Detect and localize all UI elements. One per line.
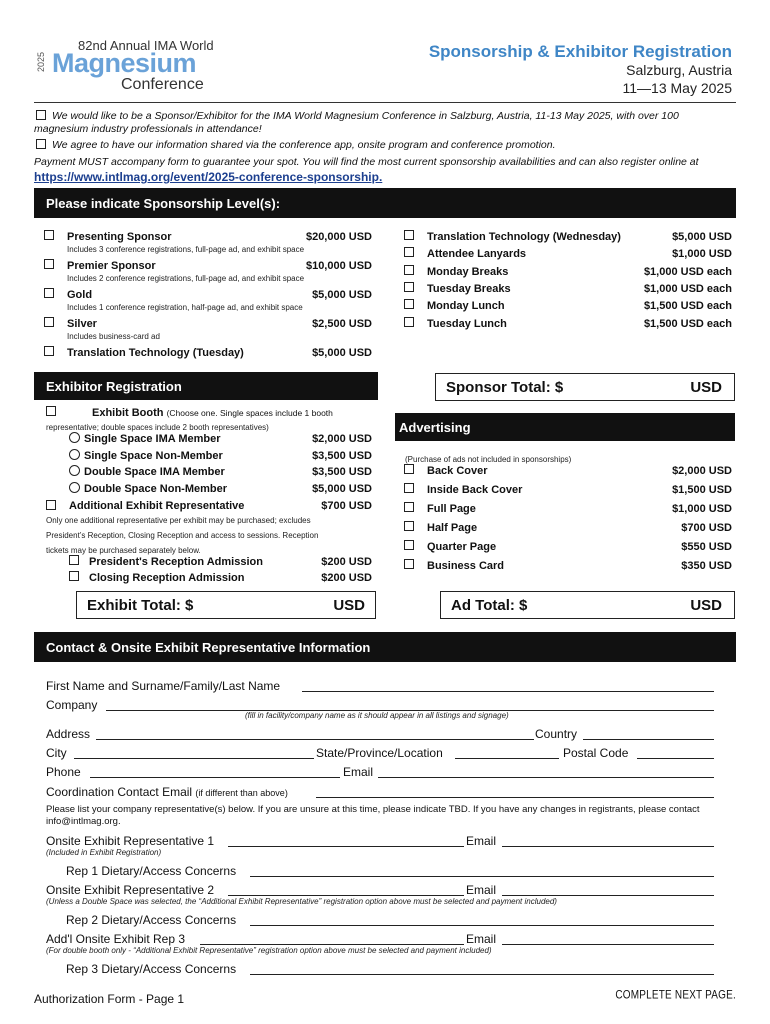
ad-option-checkbox[interactable] — [404, 483, 414, 493]
coord-email-note: (if different than above) — [195, 788, 288, 798]
rep1-note: (Included in Exhibit Registration) — [46, 848, 162, 857]
sponsor-total-box[interactable] — [435, 373, 735, 401]
sponsor-level-label: Gold — [67, 289, 93, 301]
exhibit-total-unit: USD — [333, 597, 365, 614]
sponsor-item-checkbox[interactable] — [404, 230, 414, 240]
reception-label: President's Reception Admission — [89, 556, 263, 568]
sponsor-level-checkbox[interactable] — [44, 230, 54, 240]
rep3-input[interactable] — [200, 944, 464, 945]
booth-option-price: $3,500 USD — [312, 466, 372, 478]
sponsor-item-label: Monday Lunch — [427, 300, 505, 312]
exhibit-booth-note-b: representative; double spaces include 2 booth representatives) — [46, 423, 269, 432]
sponsor-item-price: $1,500 USD each — [643, 318, 732, 330]
ad-option-checkbox[interactable] — [404, 559, 414, 569]
rep3-email-input[interactable] — [502, 944, 714, 945]
reception-label: Closing Reception Admission — [89, 572, 245, 584]
booth-option-price: $3,500 USD — [312, 450, 372, 462]
logo-year: 2025 — [36, 51, 46, 72]
ad-option-label: Inside Back Cover — [427, 484, 523, 496]
email-input[interactable] — [378, 777, 714, 778]
sponsor-level-note: Includes 2 conference registrations, full-page ad, and exhibit space — [67, 274, 305, 283]
logo-line1-text: 82nd Annual IMA World — [78, 38, 214, 53]
intro-check1-text: We would like to be a Sponsor/Exhibitor for the IMA World Magnesium Conference in Salzburg, Austria, 11-13 May 2025, with over 100 magnesium industry professionals in attendance! — [34, 110, 679, 135]
sponsor-level-price: $5,000 USD — [312, 347, 372, 359]
ad-option-checkbox[interactable] — [404, 502, 414, 512]
booth-option-price: $2,000 USD — [312, 433, 372, 445]
coord-email-label — [46, 785, 288, 799]
postal-input[interactable] — [637, 758, 714, 759]
booth-option-label: Double Space Non-Member — [84, 483, 228, 495]
ad-option-price: $2,000 USD — [672, 465, 732, 477]
ad-option-label: Business Card — [427, 560, 505, 572]
state-input[interactable] — [455, 758, 559, 759]
ad-option-label: Full Page — [427, 503, 476, 515]
ad-option-checkbox[interactable] — [404, 464, 414, 474]
ad-option-checkbox[interactable] — [404, 521, 414, 531]
event-location: Salzburg, Austria — [626, 62, 732, 78]
address-input[interactable] — [96, 739, 534, 740]
name-input[interactable] — [302, 691, 714, 692]
intro-check2-text: We agree to have our information shared via the conference app, onsite program and conference promotion. — [52, 139, 556, 151]
sponsor-item-checkbox[interactable] — [404, 317, 414, 327]
city-input[interactable] — [74, 758, 314, 759]
exhibit-booth-text: Exhibit Booth — [92, 407, 164, 419]
sponsor-level-label: Presenting Sponsor — [67, 231, 172, 243]
exhibitor-heading: Exhibitor Registration — [34, 372, 378, 400]
sponsor-item-price: $1,000 USD each — [643, 266, 732, 278]
sponsor-item-checkbox[interactable] — [404, 299, 414, 309]
sponsor-total-label: Sponsor Total: $ — [446, 379, 564, 396]
booth-option-label: Double Space IMA Member — [84, 466, 225, 478]
reception-price: $200 USD — [321, 556, 372, 568]
sponsor-level-label: Silver — [67, 318, 97, 330]
reception-checkbox[interactable] — [69, 571, 79, 581]
sponsor-level-note: Includes business-card ad — [67, 332, 160, 341]
phone-input[interactable] — [90, 777, 340, 778]
payment-note: Payment MUST accompany form to guarantee your spot. You will find the most current sponsorship availabilities and can also register online at — [34, 156, 699, 168]
sponsor-level-label: Translation Technology (Tuesday) — [67, 347, 244, 359]
sponsor-item-checkbox[interactable] — [404, 265, 414, 275]
sponsor-total-unit: USD — [690, 379, 722, 396]
advertising-note: (Purchase of ads not included in sponsorships) — [405, 455, 572, 464]
reception-price: $200 USD — [321, 572, 372, 584]
rep3-email-label: Email — [466, 932, 497, 946]
rep2-diet-input[interactable] — [250, 925, 714, 926]
rep1-input[interactable] — [228, 846, 464, 847]
additional-rep-label: Additional Exhibit Representative — [69, 500, 245, 512]
footer-page-label: Authorization Form - Page 1 — [34, 992, 185, 1006]
ad-option-price: $350 USD — [681, 560, 732, 572]
phone-label: Phone — [46, 765, 81, 779]
rep2-email-label: Email — [466, 883, 497, 897]
additional-rep-note3: tickets may be purchased separately below. — [46, 546, 201, 555]
additional-rep-price: $700 USD — [321, 500, 372, 512]
sponsor-item-price: $1,000 USD — [672, 248, 732, 260]
page-title: Sponsorship & Exhibitor Registration — [428, 42, 732, 61]
sponsor-level-checkbox[interactable] — [44, 317, 54, 327]
sponsorship-link[interactable]: https://www.intlmag.org/event/2025-conference-sponsorship. — [34, 170, 383, 184]
country-input[interactable] — [583, 739, 714, 740]
ad-option-checkbox[interactable] — [404, 540, 414, 550]
event-dates: 11—13 May 2025 — [622, 80, 732, 96]
sponsor-level-checkbox[interactable] — [44, 259, 54, 269]
rep2-input[interactable] — [228, 895, 464, 896]
city-label: City — [46, 746, 67, 760]
sponsor-item-price: $5,000 USD — [672, 231, 732, 243]
sponsor-item-price: $1,000 USD each — [643, 283, 732, 295]
coord-email-input[interactable] — [316, 797, 714, 798]
sponsor-item-label: Translation Technology (Wednesday) — [427, 231, 621, 243]
sponsor-item-label: Tuesday Lunch — [427, 318, 507, 330]
exhibit-total-box[interactable] — [76, 591, 376, 619]
sponsor-level-note: Includes 3 conference registrations, full-page ad, and exhibit space — [67, 245, 305, 254]
rep3-label: Add'l Onsite Exhibit Rep 3 — [46, 932, 186, 946]
ad-option-label: Half Page — [427, 522, 478, 534]
sponsor-level-checkbox[interactable] — [44, 346, 54, 356]
sponsor-item-label: Monday Breaks — [427, 266, 509, 278]
booth-option-radio[interactable] — [69, 432, 80, 443]
reception-checkbox[interactable] — [69, 555, 79, 565]
rep3-diet-input[interactable] — [250, 974, 714, 975]
sponsorship-heading: Please indicate Sponsorship Level(s): — [34, 188, 736, 218]
rep2-diet-label: Rep 2 Dietary/Access Concerns — [66, 913, 237, 927]
footer-next-page: COMPLETE NEXT PAGE. — [615, 989, 736, 1002]
coord-email-text: Coordination Contact Email — [46, 785, 193, 799]
ad-total-label: Ad Total: $ — [451, 597, 528, 614]
rep2-email-input[interactable] — [502, 895, 714, 896]
sponsor-level-price: $5,000 USD — [312, 289, 372, 301]
rep1-label: Onsite Exhibit Representative 1 — [46, 834, 215, 848]
rep1-email-label: Email — [466, 834, 497, 848]
additional-rep-note2: President’s Reception, Closing Reception and access to sessions. Reception — [46, 531, 319, 540]
logo-magnesium: Magnesium — [52, 48, 197, 78]
conference-logo — [36, 36, 214, 96]
company-label: Company — [46, 698, 98, 712]
rep2-label: Onsite Exhibit Representative 2 — [46, 883, 215, 897]
contact-heading: Contact & Onsite Exhibit Representative Information — [34, 632, 736, 662]
sponsor-level-note: Includes 1 conference registration, half-page ad, and exhibit space — [67, 303, 303, 312]
exhibit-booth-note-a: (Choose one. Single spaces include 1 booth — [166, 408, 333, 418]
ad-total-box[interactable] — [440, 591, 735, 619]
header-rule — [34, 102, 736, 103]
country-label: Country — [535, 727, 578, 741]
exhibit-booth-checkbox[interactable] — [46, 406, 56, 416]
rep1-diet-label: Rep 1 Dietary/Access Concerns — [66, 864, 237, 878]
rep3-note: (For double booth only - “Additional Exhibit Representative” registration option above must be selected and payment included) — [46, 946, 492, 955]
sponsor-item-label: Attendee Lanyards — [427, 248, 527, 260]
booth-option-label: Single Space IMA Member — [84, 433, 221, 445]
sponsor-level-price: $2,500 USD — [312, 318, 372, 330]
sponsor-item-checkbox[interactable] — [404, 282, 414, 292]
booth-option-radio[interactable] — [69, 449, 80, 460]
name-label: First Name and Surname/Family/Last Name — [46, 679, 281, 693]
ad-total-unit: USD — [690, 597, 722, 614]
sponsor-level-label: Premier Sponsor — [67, 260, 156, 272]
advertising-heading: Advertising — [395, 413, 735, 441]
booth-option-label: Single Space Non-Member — [84, 450, 223, 462]
ad-option-label: Quarter Page — [427, 541, 497, 553]
rep3-diet-label: Rep 3 Dietary/Access Concerns — [66, 962, 237, 976]
email-label: Email — [343, 765, 374, 779]
exhibit-total-label: Exhibit Total: $ — [87, 597, 194, 614]
ad-option-price: $700 USD — [681, 522, 732, 534]
info-sharing-checkbox[interactable] — [36, 139, 46, 149]
rep2-note: (Unless a Double Space was selected, the “Additional Exhibit Representative” registration option above must be selected and payment included) — [46, 897, 557, 906]
rep-instructions: Please list your company representative(s) below. If you are unsure at this time, please indicate TBD. If you have any changes in registrants, please contact info@intlmag.org. — [46, 804, 700, 827]
sponsor-item-label: Tuesday Breaks — [427, 283, 511, 295]
sponsor-item-price: $1,500 USD each — [643, 300, 732, 312]
ad-option-price: $1,000 USD — [672, 503, 732, 515]
ad-option-label: Back Cover — [427, 465, 488, 477]
rep1-email-input[interactable] — [502, 846, 714, 847]
logo-conference: Conference — [121, 76, 204, 93]
postal-label: Postal Code — [563, 746, 629, 760]
address-label: Address — [46, 727, 91, 741]
state-label: State/Province/Location — [316, 746, 443, 760]
exhibit-booth-label — [92, 407, 333, 419]
booth-option-radio[interactable] — [69, 482, 80, 493]
sponsor-item-checkbox[interactable] — [404, 247, 414, 257]
company-note: (fill in facility/company name as it should appear in all listings and signage) — [245, 711, 509, 720]
additional-rep-checkbox[interactable] — [46, 500, 56, 510]
additional-rep-note1: Only one additional representative per exhibit may be purchased; excludes — [46, 516, 311, 525]
sponsor-level-price: $10,000 USD — [305, 260, 372, 272]
sponsor-level-checkbox[interactable] — [44, 288, 54, 298]
booth-option-price: $5,000 USD — [312, 483, 372, 495]
booth-option-radio[interactable] — [69, 465, 80, 476]
ad-option-price: $550 USD — [681, 541, 732, 553]
sponsor-level-price: $20,000 USD — [305, 231, 372, 243]
rep1-diet-input[interactable] — [250, 876, 714, 877]
ad-option-price: $1,500 USD — [672, 484, 732, 496]
